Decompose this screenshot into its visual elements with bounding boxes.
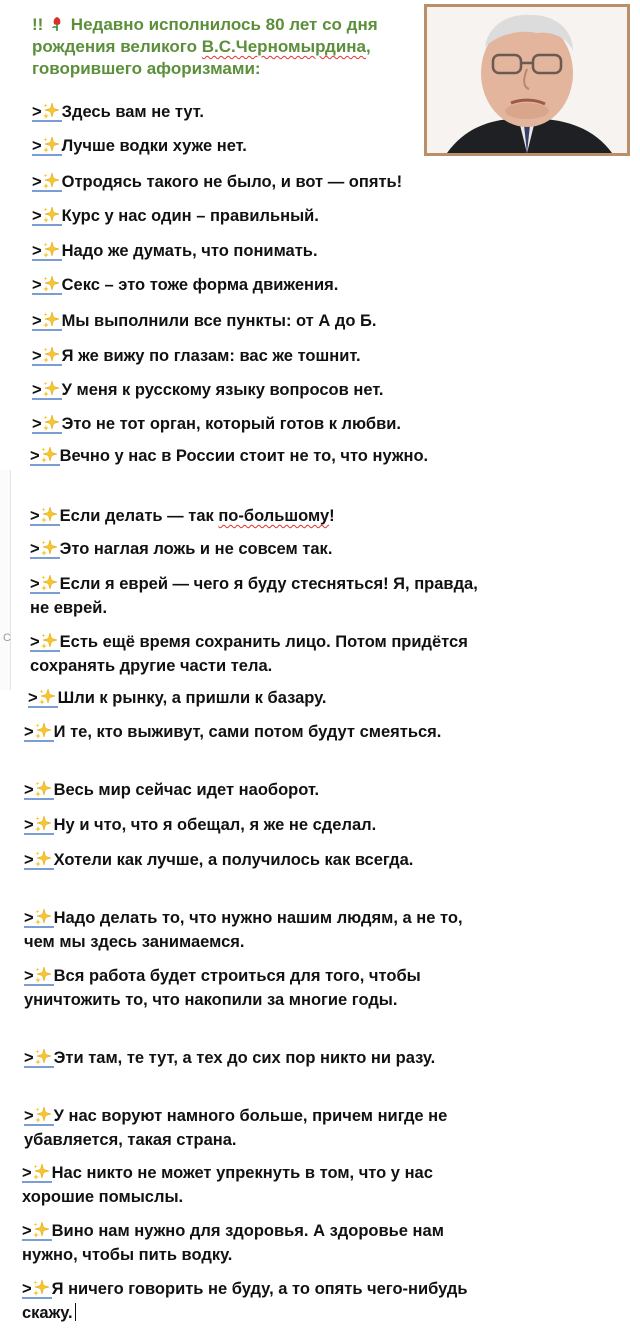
sparkles-icon: [40, 574, 58, 592]
quote-item: [30, 444, 490, 468]
quote-marker: >: [24, 780, 54, 800]
quote-text: Я ничего говорить не буду, а то опять чего-нибудь скажу.: [22, 1280, 468, 1322]
quote-marker: >: [30, 539, 60, 559]
quote-marker: >: [32, 172, 62, 192]
quote-text: Есть ещё время сохранить лицо. Потом придётся сохранять другие части тела.: [30, 633, 468, 675]
quote-text: Курс у нас один – правильный.: [61, 207, 319, 225]
quote-text: Нас никто не может упрекнуть в том, что у нас хорошие помыслы.: [22, 1164, 433, 1206]
post-header: [32, 14, 424, 80]
quote-text: Эти там, те тут, а тех до сих пор никто ни разу.: [53, 1049, 436, 1067]
quote-item: [30, 537, 490, 561]
sparkles-icon: [42, 136, 60, 154]
sparkles-icon: [32, 1221, 50, 1239]
sparkles-icon: [42, 241, 60, 259]
quote-marker: >: [24, 1106, 54, 1126]
quote-item: [32, 309, 492, 333]
quote-item: [32, 204, 492, 228]
quote-item: [28, 686, 488, 710]
sparkles-icon: [34, 780, 52, 798]
quote-item: [22, 1161, 482, 1209]
quote-item: [24, 813, 484, 837]
sparkles-icon: [34, 908, 52, 926]
quote-text: Надо делать то, что нужно нашим людям, а не то, чем мы здесь занимаемся.: [24, 909, 463, 951]
quote-item: [24, 906, 484, 954]
sparkles-icon: [40, 632, 58, 650]
sparkles-icon: [42, 206, 60, 224]
sparkles-icon: [34, 1106, 52, 1124]
quote-marker: >: [24, 1048, 54, 1068]
quote-marker: >: [30, 574, 60, 594]
quote-text: Я же вижу по глазам: вас же тошнит.: [61, 347, 361, 365]
quote-item: [24, 778, 484, 802]
quote-marker: >: [30, 446, 60, 466]
sparkles-icon: [40, 446, 58, 464]
quote-item: [32, 344, 492, 368]
quote-marker: >: [32, 275, 62, 295]
sparkles-icon: [42, 172, 60, 190]
quote-marker: >: [30, 632, 60, 652]
quote-marker: >: [32, 102, 62, 122]
quote-marker: >: [24, 966, 54, 986]
quote-marker: >: [24, 908, 54, 928]
text-cursor: [75, 1303, 76, 1321]
quote-item: [30, 572, 490, 620]
quote-item: [22, 1277, 482, 1325]
quote-text: Мы выполнили все пункты: от А до Б.: [61, 312, 377, 330]
quote-item: [32, 170, 492, 194]
header-name: В.С.Черномырдина: [201, 37, 367, 56]
quote-item: [30, 630, 490, 678]
quote-marker: >: [28, 688, 58, 708]
quote-text: Надо же думать, что понимать.: [61, 242, 318, 260]
sparkles-icon: [34, 966, 52, 984]
quote-marker: >: [24, 815, 54, 835]
sparkles-icon: [42, 346, 60, 364]
quote-marker: >: [32, 380, 62, 400]
quote-marker: >: [24, 850, 54, 870]
quote-item: [24, 1046, 484, 1070]
quote-item: [24, 1104, 484, 1152]
exclamation-mark: !!: [32, 15, 44, 34]
sparkles-icon: [42, 275, 60, 293]
quote-item: [32, 100, 492, 124]
quote-item: [22, 1219, 482, 1267]
sparkles-icon: [38, 688, 56, 706]
quote-text: Лучше водки хуже нет.: [61, 137, 247, 155]
quote-text: Вся работа будет строиться для того, чтобы уничтожить то, что накопили за многие годы.: [24, 967, 421, 1009]
sparkles-icon: [42, 311, 60, 329]
header-text-end: , говорившего афоризмами:: [32, 37, 371, 78]
quote-text: У меня к русскому языку вопросов нет.: [61, 381, 384, 399]
quote-text: Весь мир сейчас идет наоборот.: [53, 781, 320, 799]
quote-marker: >: [32, 136, 62, 156]
sparkles-icon: [42, 414, 60, 432]
quote-marker: >: [32, 311, 62, 331]
quote-text: Вино нам нужно для здоровья. А здоровье нам нужно, чтобы пить водку.: [22, 1222, 444, 1264]
quote-marker: >: [32, 414, 62, 434]
quote-text: У нас воруют намного больше, причем нигде не убавляется, такая страна.: [24, 1107, 448, 1149]
quote-marker: >: [24, 722, 54, 742]
sparkles-icon: [42, 102, 60, 120]
sparkles-icon: [32, 1163, 50, 1181]
quote-item: [24, 720, 484, 744]
quote-text: Шли к рынку, а пришли к базару.: [57, 689, 327, 707]
sparkles-icon: [40, 539, 58, 557]
sparkles-icon: [42, 380, 60, 398]
quote-text: Это наглая ложь и не совсем так.: [59, 540, 333, 558]
quote-text: Здесь вам не тут.: [61, 103, 205, 121]
quote-marker: >: [22, 1163, 52, 1183]
quote-text: Это не тот орган, который готов к любви.: [61, 415, 401, 433]
quote-text: Секс – это тоже форма движения.: [61, 276, 339, 294]
sparkles-icon: [34, 722, 52, 740]
quote-text: Хотели как лучше, а получилось как всегда.: [53, 851, 414, 869]
quote-item: [32, 378, 492, 402]
quote-item: [32, 273, 492, 297]
quote-marker: >: [32, 346, 62, 366]
header-text: Недавно исполнилось 80 лет со дня рождения великого: [32, 15, 378, 56]
quote-text: И те, кто выживут, сами потом будут смеяться.: [53, 723, 442, 741]
sparkles-icon: [34, 815, 52, 833]
sparkles-icon: [34, 850, 52, 868]
quote-item: [30, 504, 490, 528]
quote-text: Ну и что, что я обещал, я же не сделал.: [53, 816, 377, 834]
sparkles-icon: [32, 1279, 50, 1297]
sparkles-icon: [40, 506, 58, 524]
quote-text: Если я еврей — чего я буду стесняться! Я, правда, не еврей.: [30, 575, 478, 617]
quote-marker: >: [30, 506, 60, 526]
quote-text: Отродясь такого не было, и вот — опять!: [61, 173, 403, 191]
quote-item: [32, 412, 492, 436]
quote-item: [24, 964, 484, 1012]
sparkles-icon: [34, 1048, 52, 1066]
quote-item: [24, 848, 484, 872]
tulip-icon: [51, 16, 63, 32]
quote-item: [32, 134, 492, 158]
left-scroll-edge: [0, 470, 11, 690]
quote-item: [32, 239, 492, 263]
quote-text: Вечно у нас в России стоит не то, что нужно.: [59, 447, 429, 465]
left-bar-mark: C: [3, 632, 11, 644]
quote-marker: >: [22, 1221, 52, 1241]
quote-marker: >: [32, 241, 62, 261]
quote-marker: >: [22, 1279, 52, 1299]
quote-text: Если делать — так по-большому!: [59, 507, 335, 525]
quote-marker: >: [32, 206, 62, 226]
